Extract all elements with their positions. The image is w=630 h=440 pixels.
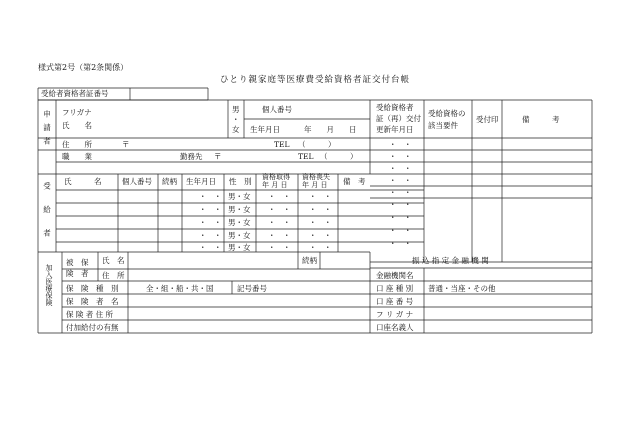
birth-date-ymd: 年 月 日	[304, 125, 357, 134]
workplace-tel: TEL	[298, 152, 314, 161]
recipient-sex-header: 性 別	[229, 177, 252, 186]
insured-address-label: 住 所	[102, 271, 125, 280]
address-tel: TEL	[274, 140, 290, 149]
birth-date-label: 生年月日	[250, 125, 280, 134]
issue-header-3: 更新年月日	[376, 125, 414, 134]
recipient-row-sex: 男・女	[228, 243, 251, 252]
recipient-row-birth: ・ ・	[199, 243, 222, 252]
insured-name-label: 氏 名	[102, 256, 125, 265]
applicant-section-label: 申請者	[42, 110, 52, 151]
insured-relation-label: 続柄	[302, 256, 317, 265]
recipient-row-birth: ・ ・	[199, 205, 222, 214]
recipient-relation-header: 続柄	[162, 177, 177, 186]
issue-date-dots: ・ ・	[389, 140, 412, 149]
form-number-label: 様式第2号（第2条関係）	[38, 63, 129, 72]
account-type-value: 普通・当座・その他	[428, 284, 496, 293]
recipient-row-lost: ・ ・	[309, 205, 332, 214]
sex-male: 男	[232, 105, 240, 114]
recipient-row-acquired: ・ ・	[268, 243, 291, 252]
insurance-section-label: 加入医療保険	[45, 264, 53, 306]
recipient-row-acquired: ・ ・	[268, 218, 291, 227]
recipient-my-number-header: 個人番号	[122, 177, 152, 186]
recipient-name-header: 氏 名	[64, 177, 102, 186]
account-number-label: 口 座 番 号	[376, 297, 414, 306]
occupation-label: 職 業	[62, 152, 92, 161]
remarks-header: 備 考	[522, 115, 560, 124]
my-number-label: 個人番号	[262, 105, 292, 114]
account-holder-label: 口座名義人	[376, 323, 414, 332]
furigana-label: フリガナ	[62, 108, 92, 117]
issue-date-dots: ・ ・	[389, 176, 412, 185]
recipient-row-birth: ・ ・	[199, 231, 222, 240]
cert-number-label: 受給者資格者証番号	[41, 89, 109, 98]
recipients-section-label: 受給者	[42, 182, 52, 253]
recipient-row-sex: 男・女	[228, 192, 251, 201]
insurer-address-label: 保 険 者 住 所	[66, 310, 114, 319]
workplace-postal: 〒	[214, 152, 222, 161]
additional-benefit-label: 付加給付の有無	[66, 323, 119, 332]
insurer-name-label: 保 険 者 名	[66, 297, 119, 306]
issue-header-1: 受給資格者	[376, 103, 414, 112]
recipient-remarks-header: 備 考	[343, 177, 366, 186]
qualification-header-1: 受給資格の	[428, 109, 466, 118]
issue-date-dots: ・ ・	[389, 239, 412, 248]
seal-header: 受付印	[476, 115, 499, 124]
sex-dot: ・	[232, 115, 240, 124]
issue-date-dots: ・ ・	[389, 200, 412, 209]
applicant-name-label: 氏 名	[62, 121, 92, 130]
address-postal: 〒	[122, 140, 130, 149]
issue-date-dots: ・ ・	[389, 164, 412, 173]
holder-furigana-label: フ リ ガ ナ	[376, 310, 414, 319]
issue-date-dots: ・ ・	[389, 213, 412, 222]
symbol-number-label: 記号番号	[237, 284, 267, 293]
address-label: 住 所	[62, 140, 92, 149]
recipient-row-sex: 男・女	[228, 205, 251, 214]
recipient-row-acquired: ・ ・	[268, 192, 291, 201]
recipient-row-acquired: ・ ・	[268, 231, 291, 240]
bank-header: 振 込 指 定 金 融 機 関	[412, 256, 489, 265]
workplace-label: 勤務先	[180, 152, 203, 161]
qualification-header-2: 該当要件	[428, 121, 458, 130]
recipient-lost-header-1: 資格喪失	[302, 173, 330, 181]
recipient-birth-header: 生年月日	[186, 177, 216, 186]
issue-date-dots: ・ ・	[389, 226, 412, 235]
recipient-acquired-header-2: 年 月 日	[262, 181, 288, 189]
issue-date-dots: ・ ・	[389, 152, 412, 161]
sex-female: 女	[232, 125, 240, 134]
recipient-row-acquired: ・ ・	[268, 205, 291, 214]
recipient-row-birth: ・ ・	[199, 218, 222, 227]
insurance-type-label: 保 険 種 別	[66, 284, 119, 293]
recipient-row-birth: ・ ・	[199, 192, 222, 201]
insured-label: 被 保 険 者	[66, 258, 89, 278]
recipient-row-lost: ・ ・	[309, 231, 332, 240]
issue-header-2: 証（再）交付	[376, 114, 421, 123]
recipient-row-lost: ・ ・	[309, 243, 332, 252]
insurance-type-value: 全・組・船・共・国	[146, 284, 214, 293]
issue-date-dots: ・ ・	[389, 188, 412, 197]
recipient-acquired-header-1: 資格取得	[262, 173, 290, 181]
recipient-row-lost: ・ ・	[309, 218, 332, 227]
account-type-label: 口 座 種 別	[376, 284, 414, 293]
workplace-tel-parens: （ ）	[320, 152, 358, 161]
recipient-lost-header-2: 年 月 日	[302, 181, 328, 189]
recipient-row-sex: 男・女	[228, 231, 251, 240]
recipient-row-lost: ・ ・	[309, 192, 332, 201]
form-title: ひとり親家庭等医療費受給資格者証交付台帳	[219, 75, 410, 85]
bank-name-label: 金融機関名	[376, 271, 414, 280]
address-tel-parens: （ ）	[298, 140, 336, 149]
recipient-row-sex: 男・女	[228, 218, 251, 227]
